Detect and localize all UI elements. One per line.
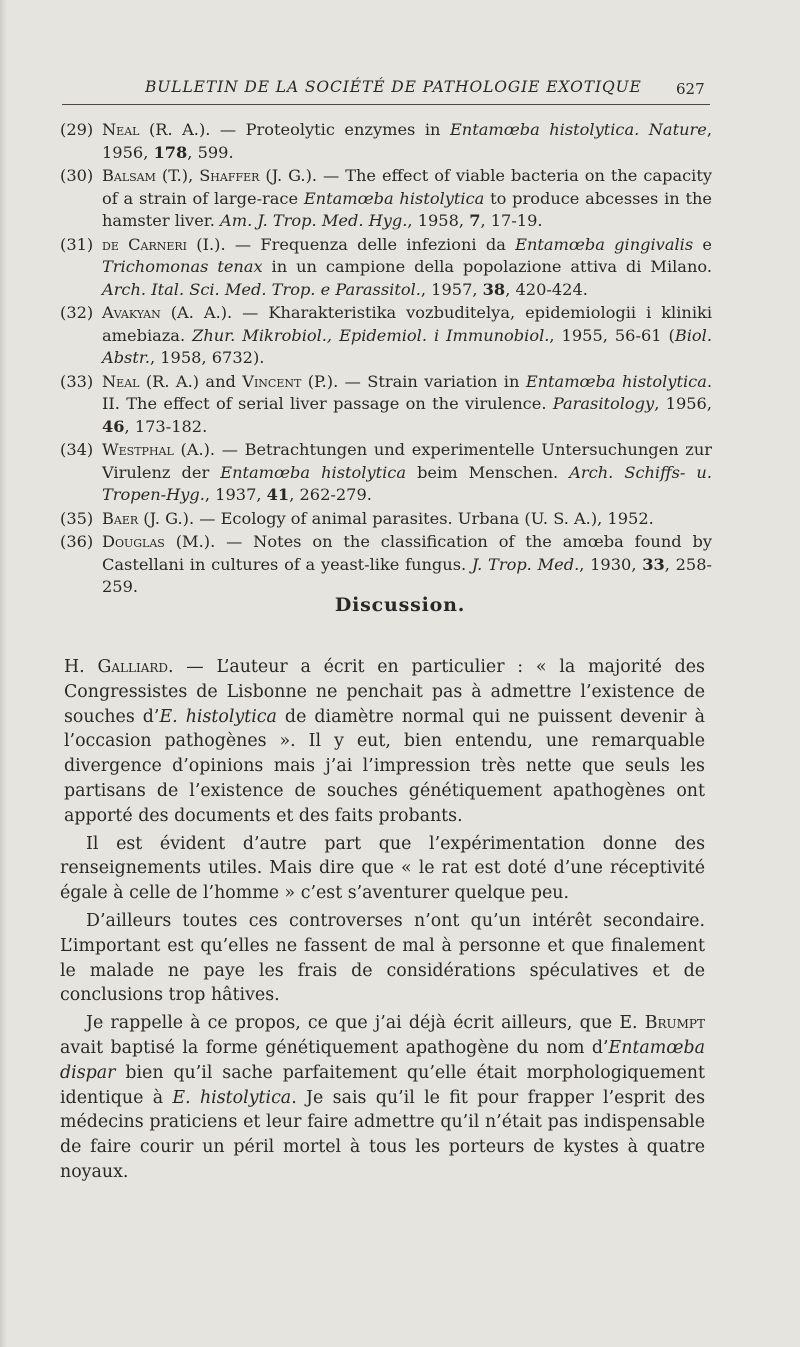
reference-item: [60, 234, 712, 302]
reference-item: [60, 371, 712, 439]
page-edge-shadow: [0, 0, 7, 1347]
reference-number: (36): [60, 532, 94, 551]
discussion-paragraph: H. Galliard. — L’auteur a écrit en particulier : « la majorité des Congressistes de Lisbonne ne penchait pas à admettre l’existence de souches d’E. histolytica de diamètre normal qui ne puissent devenir à l’occasion pathogènes ». Il y eut, bien entendu, une remarquable divergence d’opinions mais j’ai l’impression très nette que seuls les partisans de l’existence de souches génétiquement apathogènes ont apporté des documents et des faits probants.: [64, 657, 705, 826]
header-rule: [62, 104, 710, 105]
reference-item: [60, 119, 712, 164]
reference-text: Balsam (T.), Shaffer (J. G.). — The effect of viable bacteria on the capacity of a strain of large-race Entamœba histolytica to produce abcesses in the hamster liver. Am. J. Trop. Med. Hyg., 1958, 7, 17-19.: [102, 166, 713, 230]
reference-text: Baer (J. G.). — Ecology of animal parasites. Urbana (U. S. A.), 1952.: [102, 508, 654, 528]
reference-text: Neal (R. A.). — Proteolytic enzymes in Entamœba histolytica. Nature, 1956, 178, 599.: [102, 120, 712, 162]
discussion-paragraph: D’ailleurs toutes ces controverses n’ont qu’un intérêt secondaire. L’important est qu’elles ne fassent de mal à personne et que finalement le malade ne paye les frais de considérations spéculatives et de conclusions trop hâtives.: [60, 910, 705, 1006]
reference-number: (35): [60, 508, 94, 528]
reference-number: (29): [60, 120, 94, 139]
reference-text: Douglas (M.). — Notes on the classification of the amœba found by Castellani in cultures of a yeast-like fungus. J. Trop. Med., 1930, 33, 258-259.: [102, 532, 712, 596]
discussion-paragraph: Je rappelle à ce propos, ce que j’ai déjà écrit ailleurs, que E. Brumpt avait baptisé la forme génétiquement apathogène du nom d’Entamœba dispar bien qu’il sache parfaitement qu’elle était morphologiquement identique à E. histolytica. Je sais qu’il le fit pour frapper l’esprit des médecins praticiens et leur faire admettre qu’il n’était pas indispensable de faire courir un péril mortel à tous les porteurs de kystes à quatre noyaux.: [60, 1013, 705, 1182]
page-number: 627: [676, 80, 705, 98]
discussion-paragraph: Il est évident d’autre part que l’expérimentation donne des renseignements utiles. Mais dire que « le rat est doté d’une réceptivité égale à celle de l’homme » c’est s’aventurer quelque peu.: [60, 833, 705, 904]
reference-item: [60, 165, 712, 233]
reference-number: (31): [60, 234, 94, 254]
reference-text: de Carneri (I.). — Frequenza delle infezioni da Entamœba gingivalis e Trichomonas tenax in un campione della popolazione attiva di Milano. Arch. Ital. Sci. Med. Trop. e Parassitol., 1957, 38, 420-424.: [102, 234, 712, 299]
reference-item: [60, 439, 712, 507]
journal-title: BULLETIN DE LA SOCIÉTÉ DE PATHOLOGIE EXOTIQUE: [145, 78, 642, 96]
reference-text: Avakyan (A. A.). — Kharakteristika vozbuditelya, epidemiologii i kliniki amebiaza. Zhur. Mikrobiol., Epidemiol. i Immunobiol., 1955, 56-61 (Biol. Abstr., 1958, 6732).: [102, 303, 713, 367]
reference-item: [60, 531, 712, 599]
section-heading: Discussion.: [334, 594, 466, 616]
reference-text: Neal (R. A.) and Vincent (P.). — Strain variation in Entamœba histolytica. II. The effect of serial liver passage on the virulence. Parasitology, 1956, 46, 173-182.: [102, 371, 713, 436]
reference-list: [60, 119, 712, 600]
reference-item: [60, 508, 712, 531]
running-head: [0, 74, 800, 104]
reference-number: (32): [60, 303, 94, 322]
reference-number: (30): [60, 166, 94, 185]
reference-item: [60, 302, 712, 370]
reference-number: (33): [60, 371, 94, 391]
discussion-body: [60, 655, 705, 1188]
reference-number: (34): [60, 440, 94, 459]
reference-text: Westphal (A.). — Betrachtungen und experimentelle Untersuchungen zur Virulenz der Entamœba histolytica beim Menschen. Arch. Schiffs- u. Tropen-Hyg., 1937, 41, 262-279.: [102, 440, 712, 504]
